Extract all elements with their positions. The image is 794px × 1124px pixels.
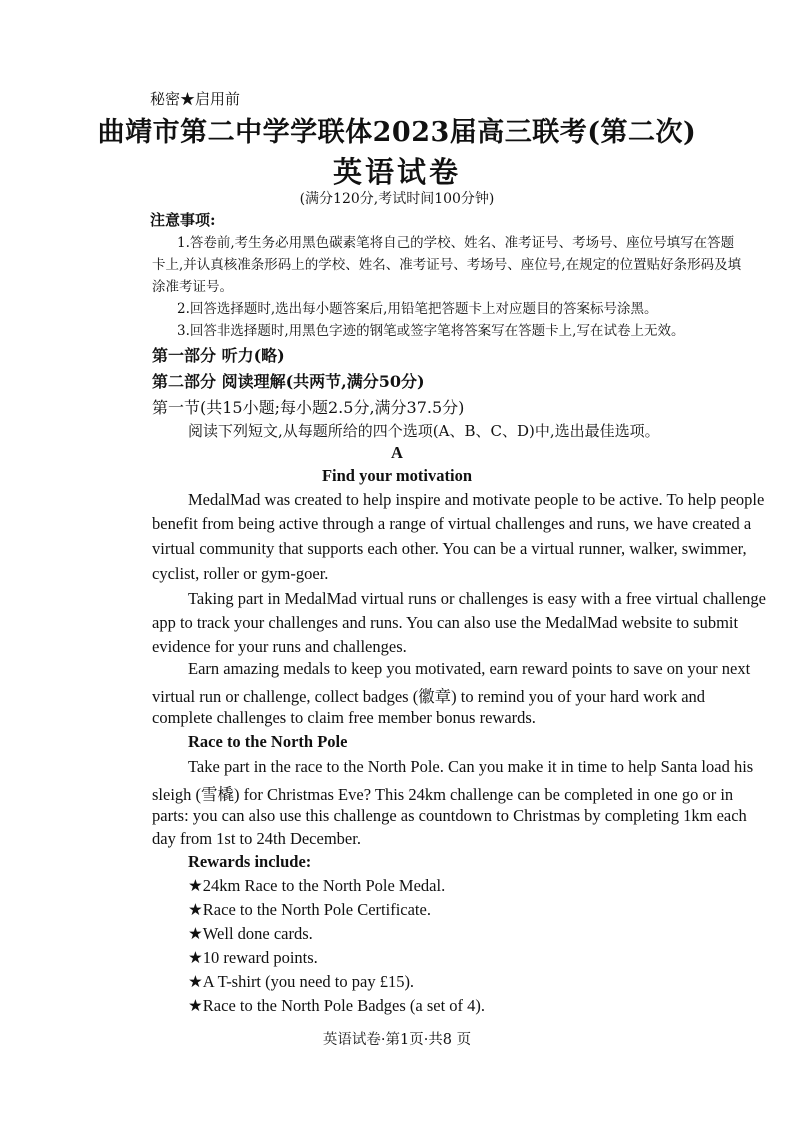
notice-line: 3.回答非选择题时,用黑色字迹的钢笔或签字笔将答案写在答题卡上,写在试卷上无效。 bbox=[177, 323, 685, 339]
passage-title: Find your motivation bbox=[321, 466, 473, 485]
exam-subject: 英语试卷 bbox=[332, 155, 461, 189]
passage-line: MedalMad was created to help inspire and motivate people to be active. To help people bbox=[188, 490, 765, 509]
passage-label: A bbox=[391, 443, 403, 462]
reward-item: ★Well done cards. bbox=[188, 924, 313, 943]
part2-heading: 第二部分 阅读理解(共两节,满分50分) bbox=[152, 372, 425, 391]
passage-line: Taking part in MedalMad virtual runs or challenges is easy with a free virtual challenge bbox=[188, 589, 766, 608]
notice-line: 涂准考证号。 bbox=[152, 279, 233, 295]
passage-line: virtual community that supports each other. You can be a virtual runner, walker, swimmer, bbox=[152, 539, 747, 558]
passage-line: evidence for your runs and challenges. bbox=[152, 637, 407, 656]
notice-line: 2.回答选择题时,选出每小题答案后,用铅笔把答题卡上对应题目的答案标号涂黑。 bbox=[177, 301, 658, 317]
race-line: Take part in the race to the North Pole. Can you make it in time to help Santa load his bbox=[188, 757, 754, 776]
reading-instruction: 阅读下列短文,从每题所给的四个选项(A、B、C、D)中,选出最佳选项。 bbox=[188, 422, 660, 440]
confidential-mark: 秘密★启用前 bbox=[150, 90, 241, 108]
race-subheading: Race to the North Pole bbox=[188, 732, 348, 751]
section1-heading: 第一节(共15小题;每小题2.5分,满分37.5分) bbox=[152, 398, 465, 417]
race-line: parts: you can also use this challenge as countdown to Christmas by completing 1km each bbox=[152, 806, 747, 825]
notice-heading: 注意事项: bbox=[150, 211, 216, 229]
reward-item: ★24km Race to the North Pole Medal. bbox=[188, 876, 446, 895]
race-line: day from 1st to 24th December. bbox=[152, 829, 361, 848]
notice-line: 卡上,并认真核准条形码上的学校、姓名、准考证号、考场号、座位号,在规定的位置贴好条形码及填 bbox=[152, 257, 742, 273]
race-line: sleigh (雪橇) for Christmas Eve? This 24km challenge can be completed in one go or in bbox=[152, 785, 734, 804]
exam-title: 曲靖市第二中学学联体2023届高三联考(第二次) bbox=[97, 117, 697, 148]
notice-line: 1.答卷前,考生务必用黑色碳素笔将自己的学校、姓名、准考证号、考场号、座位号填写在答题 bbox=[177, 235, 735, 251]
part1-heading: 第一部分 听力(略) bbox=[152, 346, 285, 365]
passage-line: complete challenges to claim free member bonus rewards. bbox=[152, 708, 536, 727]
passage-line: app to track your challenges and runs. You can also use the MedalMad website to submit bbox=[152, 613, 739, 632]
passage-line: virtual run or challenge, collect badges (徽章) to remind you of your hard work and bbox=[152, 687, 706, 706]
passage-line: Earn amazing medals to keep you motivated, earn reward points to save on your next bbox=[188, 659, 751, 678]
page-footer: 英语试卷·第1页·共8 页 bbox=[322, 1032, 472, 1048]
reward-item: ★10 reward points. bbox=[188, 948, 318, 967]
reward-item: ★Race to the North Pole Certificate. bbox=[188, 900, 431, 919]
exam-info: (满分120分,考试时间100分钟) bbox=[299, 191, 495, 207]
rewards-heading: Rewards include: bbox=[188, 852, 312, 871]
passage-line: cyclist, roller or gym-goer. bbox=[152, 564, 329, 583]
reward-item: ★Race to the North Pole Badges (a set of 4). bbox=[188, 996, 486, 1015]
reward-item: ★A T-shirt (you need to pay £15). bbox=[188, 972, 415, 991]
passage-line: benefit from being active through a range of virtual challenges and runs, we have created a bbox=[152, 514, 752, 533]
